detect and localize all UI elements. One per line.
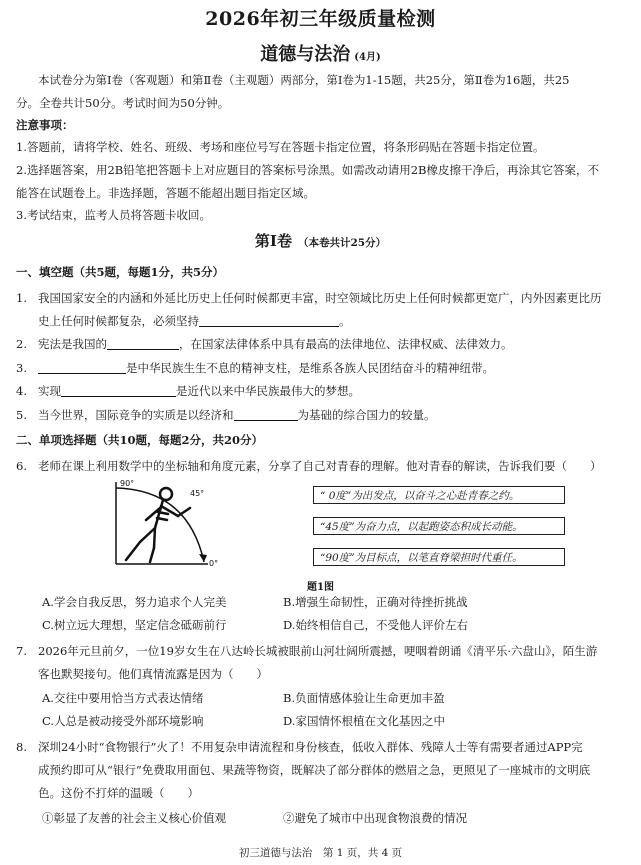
volume-1-note: （本卷共计25分） bbox=[297, 237, 387, 249]
question-number: 1. bbox=[16, 291, 27, 305]
question-4-text-a: 实现 bbox=[38, 384, 61, 398]
question-5-text-a: 当今世界，国际竞争的实质是以经济和 bbox=[38, 408, 234, 422]
exam-title: 2026年初三年级质量检测 bbox=[205, 8, 436, 30]
subject-month: (4月) bbox=[354, 52, 381, 63]
question-2-text-a: 宪法是我国的 bbox=[38, 337, 107, 351]
question-5-text-b: 为基础的综合国力的较量。 bbox=[297, 408, 436, 422]
answer-blank[interactable] bbox=[107, 337, 179, 350]
angle-arc bbox=[116, 488, 204, 562]
question-8 bbox=[16, 739, 583, 755]
volume-1-heading bbox=[0, 230, 641, 251]
intro-line-1: 本试卷分为第Ⅰ卷（客观题）和第Ⅱ卷（主观题）两部分，第Ⅰ卷为1-15题，共25分，第Ⅱ卷为16题，共25 bbox=[38, 73, 570, 87]
question-1-cont bbox=[38, 313, 351, 329]
option-6D[interactable]: D.始终相信自己，不受他人评价左右 bbox=[283, 618, 468, 632]
option-6A[interactable]: A.学会自我反思，努力追求个人完美 bbox=[42, 595, 227, 609]
option-6C[interactable]: C.树立远大理想，坚定信念砥砺前行 bbox=[42, 618, 227, 632]
option-7A[interactable]: A.交往中要用恰当方式表达情绪 bbox=[42, 691, 204, 705]
figure-caption: 题1图 bbox=[307, 582, 334, 593]
section-2-heading: 二、单项选择题（共10题，每题2分，共20分） bbox=[16, 433, 264, 447]
notes-heading: 注意事项： bbox=[16, 118, 74, 132]
question-number: 3. bbox=[16, 361, 27, 375]
item-8-1: ①彰显了友善的社会主义核心价值观 bbox=[42, 811, 226, 825]
skeleton-figure bbox=[126, 488, 190, 562]
question-number: 7. bbox=[16, 644, 27, 658]
answer-blank[interactable] bbox=[234, 408, 298, 421]
question-7-stem-a: 2026年元旦前夕，一位19岁女生在八达岭长城被眼前山河壮阔所震撼，哽咽着朗诵《清平乐·六盘山》，陌生游 bbox=[38, 644, 598, 658]
question-1-text-b: 史上任何时候都复杂，必须坚持 bbox=[38, 314, 199, 328]
figure-box-0deg: “ 0度”为出发点，以奋斗之心赴青春之约。 bbox=[313, 486, 565, 504]
label-0: 0° bbox=[209, 559, 219, 568]
question-5 bbox=[16, 407, 436, 423]
question-number: 5. bbox=[16, 408, 27, 422]
volume-1-title: 第Ⅰ卷 bbox=[254, 232, 292, 250]
note-1: 1.答题前，请将学校、姓名、班级、考场和座位号写在答题卡指定位置，将条形码贴在答题卡指定位置。 bbox=[16, 140, 545, 154]
note-2a: 2.选择题答案，用2B铅笔把答题卡上对应题目的答案标号涂黑。如需改动请用2B橡皮擦干净后，再涂其它答案，不 bbox=[16, 163, 600, 177]
page-footer: 初三道德与法治 第 1 页，共 4 页 bbox=[238, 847, 403, 859]
answer-blank[interactable] bbox=[199, 314, 339, 327]
option-7B[interactable]: B.负面情感体验让生命更加丰盈 bbox=[283, 691, 445, 705]
option-6B[interactable]: B.增强生命韧性，正确对待挫折挑战 bbox=[283, 595, 468, 609]
subject-name: 道德与法治 bbox=[260, 44, 351, 65]
figure-box-45deg: “45度”为奋力点，以起跑姿态积成长动能。 bbox=[313, 517, 565, 535]
question-number: 8. bbox=[16, 740, 27, 754]
question-1-text-c: 。 bbox=[339, 314, 351, 328]
question-6-stem: 老师在课上利用数学中的坐标轴和角度元素，分享了自己对青春的理解。他对青春的解读，告诉我们要（ ） bbox=[38, 459, 602, 473]
section-1-heading: 一、填空题（共5题，每题1分，共5分） bbox=[16, 265, 225, 279]
intro-line-2: 分。全卷共计50分。考试时间为50分钟。 bbox=[16, 96, 230, 110]
label-45: 45° bbox=[190, 489, 205, 498]
label-90: 90° bbox=[120, 479, 135, 488]
question-7-stem-b: 客也默契接句。他们真情流露是因为（ ） bbox=[38, 667, 268, 681]
question-3 bbox=[16, 360, 494, 376]
question-7 bbox=[16, 643, 597, 659]
note-2b: 能答在试题卷上。非选择题，答题不能超出题目指定区域。 bbox=[16, 186, 315, 200]
note-3: 3.考试结束，监考人员将答题卡收回。 bbox=[16, 208, 211, 222]
figure-box-90deg: “90度”为目标点，以笔直脊梁担时代重任。 bbox=[313, 548, 565, 566]
question-number: 2. bbox=[16, 337, 27, 351]
option-7D[interactable]: D.家国情怀根植在文化基因之中 bbox=[283, 714, 445, 728]
question-1 bbox=[16, 290, 602, 306]
question-8-stem-b: 成预约即可从“银行”免费取用面包、果蔬等物资，既解决了部分群体的燃眉之急，更照见了一座城市的文明底 bbox=[38, 763, 591, 777]
answer-blank[interactable] bbox=[61, 384, 176, 397]
question-2 bbox=[16, 336, 513, 352]
question-3-text-b: 是中华民族生生不息的精神支柱，是维系各族人民团结奋斗的精神纽带。 bbox=[126, 361, 494, 375]
question-8-stem-a: 深圳24小时“食物银行”火了！不用复杂申请流程和身份核查，低收入群体、残障人士等有需要者通过APP完 bbox=[38, 740, 583, 754]
question-4-text-b: 是近代以来中华民族最伟大的梦想。 bbox=[176, 384, 360, 398]
item-8-2: ②避免了城市中出现食物浪费的情况 bbox=[283, 811, 467, 825]
question-4 bbox=[16, 383, 360, 399]
question-6 bbox=[16, 458, 602, 474]
subject-title bbox=[0, 40, 641, 66]
question-8-stem-c: 色。这份不打烊的温暖（ ） bbox=[38, 786, 199, 800]
question-number: 4. bbox=[16, 384, 27, 398]
question-6-figure bbox=[108, 476, 523, 572]
coordinate-figure bbox=[108, 476, 308, 572]
question-2-text-b: ，在国家法律体系中具有最高的法律地位、法律权威、法律效力。 bbox=[179, 337, 513, 351]
question-1-text-a: 我国国家安全的内涵和外延比历史上任何时候都更丰富，时空领域比历史上任何时候都更宽广，内外因素更比历 bbox=[38, 291, 602, 305]
option-7C[interactable]: C.人总是被动接受外部环境影响 bbox=[42, 714, 204, 728]
answer-blank[interactable] bbox=[38, 361, 126, 374]
question-number: 6. bbox=[16, 459, 27, 473]
